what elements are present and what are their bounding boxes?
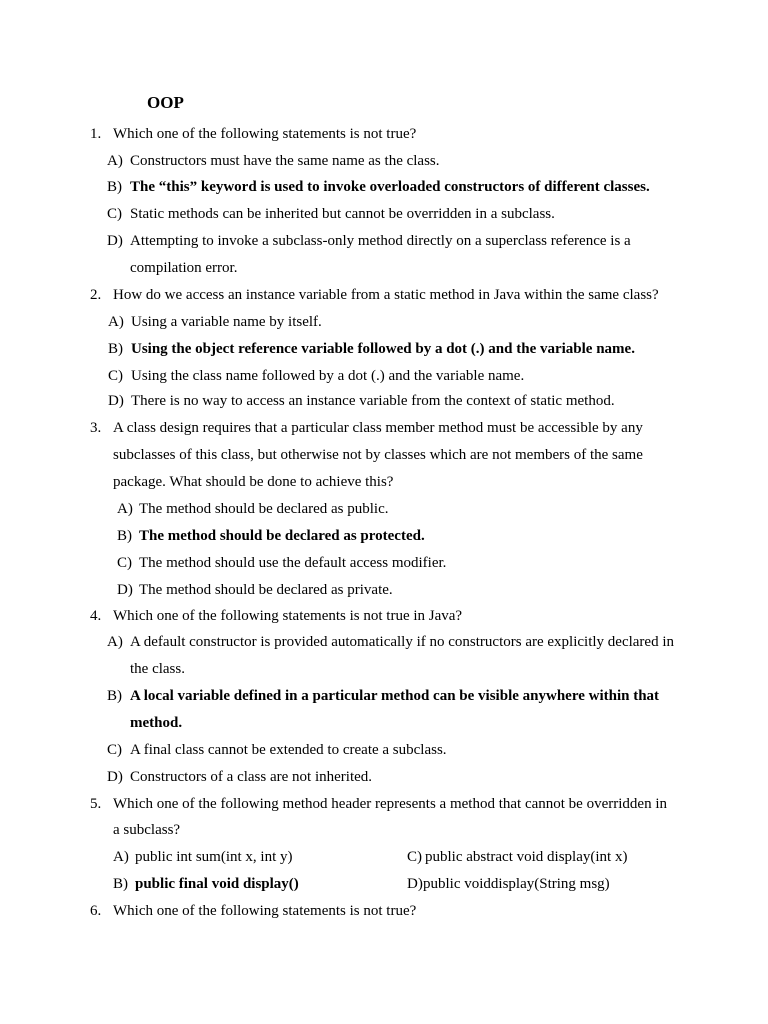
option-text-continued: the class.	[130, 661, 185, 677]
option-letter: A)	[117, 501, 133, 517]
question-text: Which one of the following statements is not true?	[113, 903, 417, 919]
option-letter: C)	[107, 206, 122, 222]
option-text: Using a variable name by itself.	[131, 314, 322, 330]
option-letter: A)	[113, 849, 129, 865]
option-text: The method should be declared as public.	[139, 501, 389, 517]
correct-answer-text-continued: method.	[130, 715, 183, 731]
option-text: There is no way to access an instance variable from the context of static method.	[131, 393, 615, 409]
question-text: Which one of the following method header represents a method that cannot be overridden in	[113, 796, 667, 812]
question-number: 4.	[90, 608, 102, 624]
option-letter: D)	[108, 393, 124, 409]
option-text: Using the class name followed by a dot (.) and the variable name.	[131, 368, 525, 384]
question-text: Which one of the following statements is not true?	[113, 126, 417, 142]
option-text: public abstract void display(int x)	[425, 849, 628, 865]
correct-answer-text: public final void display()	[135, 876, 299, 892]
option-text: The method should use the default access modifier.	[139, 555, 447, 571]
option-text: The method should be declared as private.	[139, 582, 393, 598]
option-text: A final class cannot be extended to create a subclass.	[130, 742, 447, 758]
option-letter: A)	[107, 634, 123, 650]
option-letter: B)	[107, 688, 122, 704]
question-text: How do we access an instance variable from a static method in Java within the same class?	[113, 287, 659, 303]
option-letter: B)	[113, 876, 128, 892]
question-number: 6.	[90, 903, 102, 919]
question-number: 3.	[90, 420, 102, 436]
correct-answer-text: The “this” keyword is used to invoke overloaded constructors of different classes.	[130, 179, 650, 195]
option-text: Static methods can be inherited but cannot be overridden in a subclass.	[130, 206, 555, 222]
question-number: 1.	[90, 126, 102, 142]
option-letter: D)	[107, 233, 123, 249]
correct-answer-text: Using the object reference variable followed by a dot (.) and the variable name.	[131, 341, 635, 357]
option-letter: B)	[108, 341, 123, 357]
option-text: public int sum(int x, int y)	[135, 849, 293, 865]
question-text-continued: a subclass?	[113, 822, 181, 838]
option-letter: C)	[107, 742, 122, 758]
document-title: OOP	[147, 93, 184, 112]
question-number: 2.	[90, 287, 102, 303]
option-letter: A)	[107, 153, 123, 169]
correct-answer-text: A local variable defined in a particular method can be visible anywhere within that	[130, 688, 660, 704]
option-letter: C)	[108, 368, 123, 384]
option-letter: D)	[407, 876, 423, 892]
question-text-continued: subclasses of this class, but otherwise not by classes which are not members of the same	[113, 447, 643, 463]
option-text: Attempting to invoke a subclass-only method directly on a superclass reference is a	[130, 233, 631, 249]
question-number: 5.	[90, 796, 102, 812]
question-text: Which one of the following statements is not true in Java?	[113, 608, 463, 624]
question-text-continued: package. What should be done to achieve this?	[113, 474, 394, 490]
option-text: A default constructor is provided automatically if no constructors are explicitly declared in	[130, 634, 674, 650]
option-text: public voiddisplay(String msg)	[423, 876, 610, 892]
option-letter: D)	[107, 769, 123, 785]
option-letter: C)	[117, 555, 132, 571]
option-letter: C)	[407, 849, 422, 865]
question-text: A class design requires that a particular class member method must be accessible by any	[113, 420, 643, 436]
option-letter: D)	[117, 582, 133, 598]
option-letter: B)	[107, 179, 122, 195]
option-letter: B)	[117, 528, 132, 544]
option-text: Constructors must have the same name as the class.	[130, 153, 440, 169]
correct-answer-text: The method should be declared as protected.	[139, 528, 425, 544]
option-letter: A)	[108, 314, 124, 330]
option-text: Constructors of a class are not inherited.	[130, 769, 373, 785]
option-text-continued: compilation error.	[130, 260, 238, 276]
